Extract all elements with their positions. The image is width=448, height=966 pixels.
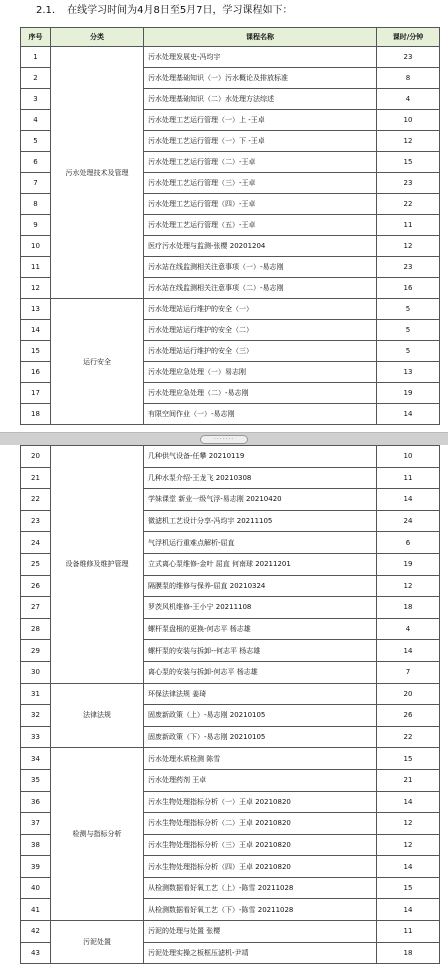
header-category: 分类: [51, 28, 144, 47]
course-name-cell: 学妹课堂 新业一级气浮-易志刚 20210420: [144, 489, 377, 511]
minutes-cell: 12: [377, 813, 440, 835]
minutes-cell: 4: [377, 618, 440, 640]
row-number: 31: [21, 683, 51, 705]
course-name-cell: 固废新政策（下）-易志刚 20210105: [144, 726, 377, 748]
table-row: [21, 683, 440, 705]
row-number: 26: [21, 575, 51, 597]
course-name-cell: 离心泵的安装与拆卸-何志平 杨志雄: [144, 661, 377, 683]
row-number: 43: [21, 942, 51, 964]
row-number: 8: [21, 194, 51, 215]
row-number: 35: [21, 769, 51, 791]
document-page-top: [0, 0, 448, 432]
minutes-cell: 13: [377, 362, 440, 383]
row-number: 4: [21, 110, 51, 131]
row-number: 20: [21, 446, 51, 468]
minutes-cell: 5: [377, 341, 440, 362]
course-name-cell: 几种供气设备-任攀 20210119: [144, 446, 377, 468]
row-number: 13: [21, 299, 51, 320]
course-name-cell: 污水处理基础知识（二）水处理方法综述: [144, 89, 377, 110]
row-number: 2: [21, 68, 51, 89]
minutes-cell: 23: [377, 173, 440, 194]
row-number: 18: [21, 404, 51, 425]
table-row: [21, 47, 440, 68]
course-table-top: [20, 27, 440, 425]
course-name-cell: 污水生物处理指标分析（一）王卓 20210820: [144, 791, 377, 813]
row-number: 21: [21, 467, 51, 489]
course-name-cell: 污水处理工艺运行管理（五）-王卓: [144, 215, 377, 236]
row-number: 7: [21, 173, 51, 194]
course-name-cell: 污水生物处理指标分析（三）王卓 20210820: [144, 834, 377, 856]
minutes-cell: 12: [377, 236, 440, 257]
row-number: 37: [21, 813, 51, 835]
row-number: 22: [21, 489, 51, 511]
minutes-cell: 5: [377, 299, 440, 320]
table-row: [21, 446, 440, 468]
minutes-cell: 22: [377, 194, 440, 215]
minutes-cell: 23: [377, 47, 440, 68]
course-name-cell: 从检测数据看好氧工艺（下）-陈雪 20211028: [144, 899, 377, 921]
row-number: 39: [21, 856, 51, 878]
page-break-handle[interactable]: ·······: [200, 435, 248, 444]
minutes-cell: 11: [377, 215, 440, 236]
course-name-cell: 污水处理药剂 王卓: [144, 769, 377, 791]
course-name-cell: 环保法律法规 姜琦: [144, 683, 377, 705]
minutes-cell: 15: [377, 748, 440, 770]
section-number: 2.1.: [36, 5, 56, 16]
row-number: 30: [21, 661, 51, 683]
course-name-cell: 污水处理工艺运行管理（四）-王卓: [144, 194, 377, 215]
course-name-cell: 微滤机工艺设计分享-冯均宇 20211105: [144, 510, 377, 532]
table-header-row: [21, 28, 440, 47]
row-number: 12: [21, 278, 51, 299]
course-name-cell: 立式离心泵维修-金叶 屈直 何南球 20211201: [144, 553, 377, 575]
minutes-cell: 14: [377, 404, 440, 425]
minutes-cell: 18: [377, 597, 440, 619]
minutes-cell: 18: [377, 942, 440, 964]
course-name-cell: 污水生物处理指标分析（四）王卓 20210820: [144, 856, 377, 878]
category-cell: 污泥处置: [51, 921, 144, 964]
course-name-cell: 气浮机运行重难点解析-屈直: [144, 532, 377, 554]
row-number: 29: [21, 640, 51, 662]
course-name-cell: 污水处理站运行维护的安全（二）: [144, 320, 377, 341]
minutes-cell: 12: [377, 834, 440, 856]
minutes-cell: 14: [377, 899, 440, 921]
row-number: 38: [21, 834, 51, 856]
course-name-cell: 污水处理工艺运行管理（一）下 -王卓: [144, 131, 377, 152]
minutes-cell: 21: [377, 769, 440, 791]
minutes-cell: 19: [377, 383, 440, 404]
table-row: [21, 748, 440, 770]
header-minutes: 课时/分钟: [377, 28, 440, 47]
minutes-cell: 24: [377, 510, 440, 532]
course-name-cell: 污泥的处理与处置 张樱: [144, 921, 377, 943]
minutes-cell: 19: [377, 553, 440, 575]
row-number: 17: [21, 383, 51, 404]
minutes-cell: 14: [377, 489, 440, 511]
row-number: 14: [21, 320, 51, 341]
course-name-cell: 污水站在线监测相关注意事项（二）-易志刚: [144, 278, 377, 299]
minutes-cell: 14: [377, 791, 440, 813]
row-number: 16: [21, 362, 51, 383]
row-number: 40: [21, 877, 51, 899]
table-row: [21, 921, 440, 943]
table-row: [21, 299, 440, 320]
row-number: 10: [21, 236, 51, 257]
course-name-cell: 污水处理工艺运行管理（二）-王卓: [144, 152, 377, 173]
course-name-cell: 污水处理应急处理（一）易志刚: [144, 362, 377, 383]
minutes-cell: 7: [377, 661, 440, 683]
category-cell: 运行安全: [51, 299, 144, 425]
section-heading: [36, 4, 293, 18]
course-name-cell: 污水处理站运行维护的安全（一）: [144, 299, 377, 320]
minutes-cell: 4: [377, 89, 440, 110]
course-name-cell: 隔膜泵的维修与保养-屈直 20210324: [144, 575, 377, 597]
category-cell: 设备维修及维护管理: [51, 446, 144, 684]
minutes-cell: 10: [377, 110, 440, 131]
row-number: 23: [21, 510, 51, 532]
category-cell: 污水处理技术及管理: [51, 47, 144, 299]
course-name-cell: 几种水泵介绍-王龙飞 20210308: [144, 467, 377, 489]
course-name-cell: 螺杆泵的安装与拆卸--何志平 杨志雄: [144, 640, 377, 662]
header-number: 序号: [21, 28, 51, 47]
course-table-bottom: [20, 445, 440, 964]
course-name-cell: 有限空间作业（一）-易志刚: [144, 404, 377, 425]
header-course: 课程名称: [144, 28, 377, 47]
minutes-cell: 11: [377, 467, 440, 489]
document-page-bottom: [0, 445, 448, 966]
minutes-cell: 26: [377, 705, 440, 727]
row-number: 41: [21, 899, 51, 921]
course-name-cell: 螺杆泵盘根的更换-何志平 杨志雄: [144, 618, 377, 640]
course-name-cell: 污水处理工艺运行管理（三）-王卓: [144, 173, 377, 194]
course-name-cell: 污水站在线监测相关注意事项（一）-易志刚: [144, 257, 377, 278]
minutes-cell: 22: [377, 726, 440, 748]
minutes-cell: 15: [377, 152, 440, 173]
course-name-cell: 污水生物处理指标分析（二）王卓 20210820: [144, 813, 377, 835]
minutes-cell: 5: [377, 320, 440, 341]
minutes-cell: 12: [377, 575, 440, 597]
row-number: 28: [21, 618, 51, 640]
row-number: 42: [21, 921, 51, 943]
category-cell: 检测与指标分析: [51, 748, 144, 921]
course-name-cell: 污泥处理实操之板框压滤机-尹靖: [144, 942, 377, 964]
minutes-cell: 14: [377, 640, 440, 662]
row-number: 34: [21, 748, 51, 770]
row-number: 5: [21, 131, 51, 152]
row-number: 1: [21, 47, 51, 68]
course-name-cell: 污水处理站运行维护的安全（三）: [144, 341, 377, 362]
minutes-cell: 12: [377, 131, 440, 152]
course-name-cell: 污水处理工艺运行管理（一）上 -王卓: [144, 110, 377, 131]
row-number: 33: [21, 726, 51, 748]
course-name-cell: 污水处理基础知识（一）污水概论及排放标准: [144, 68, 377, 89]
minutes-cell: 11: [377, 921, 440, 943]
row-number: 24: [21, 532, 51, 554]
course-name-cell: 污水处理水质检测 陈雪: [144, 748, 377, 770]
row-number: 3: [21, 89, 51, 110]
course-name-cell: 固废新政策（上）-易志刚 20210105: [144, 705, 377, 727]
category-cell: 法律法规: [51, 683, 144, 748]
minutes-cell: 6: [377, 532, 440, 554]
minutes-cell: 23: [377, 257, 440, 278]
minutes-cell: 8: [377, 68, 440, 89]
row-number: 25: [21, 553, 51, 575]
minutes-cell: 10: [377, 446, 440, 468]
course-name-cell: 污水处理发展史-冯均宇: [144, 47, 377, 68]
row-number: 6: [21, 152, 51, 173]
row-number: 27: [21, 597, 51, 619]
row-number: 36: [21, 791, 51, 813]
row-number: 11: [21, 257, 51, 278]
row-number: 32: [21, 705, 51, 727]
section-text: 在线学习时间为4月8日至5月7日，学习课程如下：: [67, 5, 293, 16]
course-name-cell: 医疗污水处理与监测-张樱 20201204: [144, 236, 377, 257]
row-number: 15: [21, 341, 51, 362]
minutes-cell: 15: [377, 877, 440, 899]
minutes-cell: 20: [377, 683, 440, 705]
course-name-cell: 污水处理应急处理（二）-易志刚: [144, 383, 377, 404]
course-name-cell: 罗茨风机维修-王小宁 20211108: [144, 597, 377, 619]
course-name-cell: 从检测数据看好氧工艺（上）-陈雪 20211028: [144, 877, 377, 899]
minutes-cell: 16: [377, 278, 440, 299]
row-number: 9: [21, 215, 51, 236]
minutes-cell: 14: [377, 856, 440, 878]
